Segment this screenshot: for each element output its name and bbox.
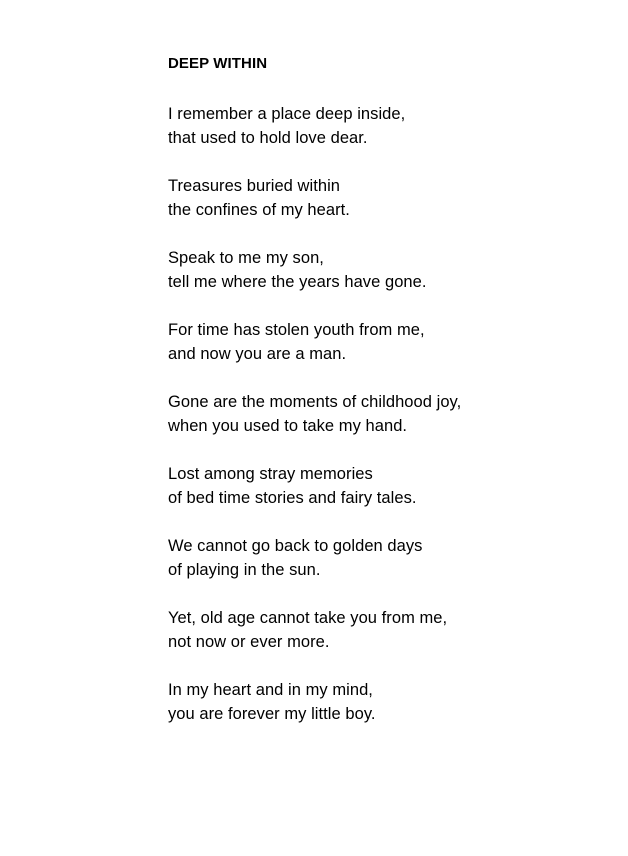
stanza-8 <box>168 606 608 654</box>
poem <box>168 54 608 750</box>
poem-line: when you used to take my hand. <box>168 417 408 435</box>
poem-line: of playing in the sun. <box>168 561 321 579</box>
stanza-7 <box>168 534 608 582</box>
stanza-5 <box>168 390 608 438</box>
poem-line: Yet, old age cannot take you from me, <box>168 609 448 627</box>
stanza-6 <box>168 462 608 510</box>
poem-line: Gone are the moments of childhood joy, <box>168 393 462 411</box>
poem-line: Lost among stray memories <box>168 465 373 483</box>
poem-line: that used to hold love dear. <box>168 129 368 147</box>
stanza-9 <box>168 678 608 726</box>
poem-line: In my heart and in my mind, <box>168 681 373 699</box>
poem-line: Treasures buried within <box>168 177 341 195</box>
poem-title: DEEP WITHIN <box>168 55 268 72</box>
poem-line: Speak to me my son, <box>168 249 324 267</box>
poem-line: For time has stolen youth from me, <box>168 321 425 339</box>
poem-line: We cannot go back to golden days <box>168 537 423 555</box>
poem-line: tell me where the years have gone. <box>168 273 427 291</box>
poem-line: and now you are a man. <box>168 345 347 363</box>
poem-line: of bed time stories and fairy tales. <box>168 489 417 507</box>
stanza-2 <box>168 174 608 222</box>
stanza-1 <box>168 102 608 150</box>
poem-line: the confines of my heart. <box>168 201 350 219</box>
poem-line: I remember a place deep inside, <box>168 105 406 123</box>
stanza-3 <box>168 246 608 294</box>
poem-line: not now or ever more. <box>168 633 330 651</box>
poem-line: you are forever my little boy. <box>168 705 376 723</box>
stanza-4 <box>168 318 608 366</box>
